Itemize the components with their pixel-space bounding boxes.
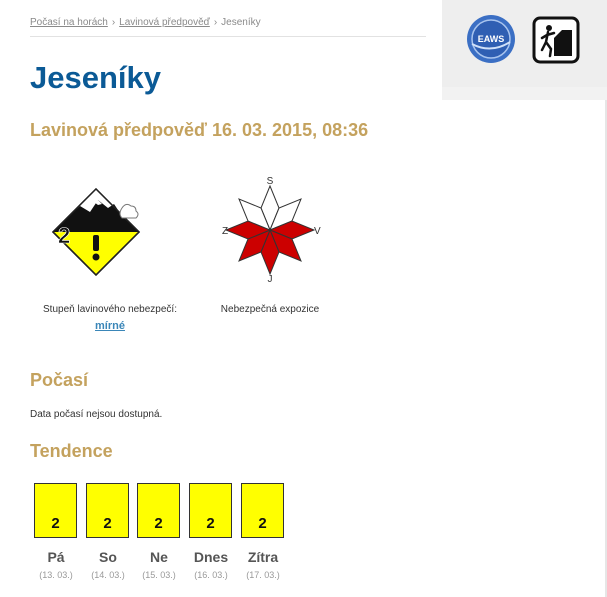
- trend-level: 2: [154, 515, 163, 532]
- danger-level-number: 2: [58, 223, 71, 248]
- trend-day-date: (17. 03.): [246, 570, 280, 580]
- climber-icon[interactable]: [532, 16, 580, 64]
- breadcrumb-current: Jeseníky: [221, 17, 261, 28]
- trend-level-box: [86, 483, 129, 538]
- trend-day-date: (16. 03.): [194, 570, 228, 580]
- trend-level: 2: [51, 515, 60, 532]
- trend-level: 2: [103, 515, 112, 532]
- trend-day-name: Ne: [150, 549, 168, 565]
- trend-heading: Tendence: [30, 441, 113, 461]
- trend-level-box: [241, 483, 284, 538]
- breadcrumb: [30, 17, 261, 28]
- aspect-rose-icon: [220, 174, 330, 282]
- trend-day: [136, 483, 182, 580]
- forecast-title: Lavinová předpověď 16. 03. 2015, 08:36: [30, 120, 369, 140]
- trend-level: 2: [206, 515, 215, 532]
- trend-day: [85, 483, 131, 580]
- danger-caption: Stupeň lavinového nebezpečí:: [43, 304, 177, 315]
- danger-level-link[interactable]: mírné: [95, 320, 125, 332]
- breadcrumb-separator: ›: [111, 17, 116, 28]
- trend-level: 2: [258, 515, 267, 532]
- aspect-label-east: V: [314, 226, 321, 237]
- weather-heading: Počasí: [30, 370, 89, 390]
- weather-text: Data počasí nejsou dostupná.: [30, 409, 163, 420]
- trend-level-box: [34, 483, 77, 538]
- trend-day-date: (14. 03.): [91, 570, 125, 580]
- aspect-label-south: J: [267, 274, 273, 282]
- trend-day-name: Dnes: [193, 549, 229, 565]
- page-title: Jeseníky: [30, 60, 161, 95]
- trend-day-name: Zítra: [247, 549, 279, 565]
- trend-level-box: [189, 483, 232, 538]
- logo-bar: [442, 0, 607, 87]
- aspect-label-west: Z: [222, 226, 229, 237]
- trend-day-name: Pá: [47, 549, 65, 565]
- trend-list: [33, 483, 293, 593]
- right-sidebar: [442, 0, 607, 597]
- breadcrumb-divider: [30, 36, 426, 37]
- trend-day-date: (15. 03.): [142, 570, 176, 580]
- sidebar-content: [442, 100, 607, 597]
- aspect-caption: Nebezpečná expozice: [220, 304, 320, 315]
- breadcrumb-link-avalanche[interactable]: Lavinová předpověď: [119, 17, 210, 28]
- eaws-logo[interactable]: [466, 14, 516, 64]
- trend-day-date: (13. 03.): [39, 570, 73, 580]
- trend-day: [33, 483, 79, 580]
- danger-level-2-icon: [50, 186, 142, 278]
- trend-day-name: So: [99, 549, 117, 565]
- breadcrumb-separator: ›: [213, 17, 218, 28]
- breadcrumb-link-weather[interactable]: Počasí na horách: [30, 17, 108, 28]
- trend-level-box: [137, 483, 180, 538]
- trend-day: [188, 483, 234, 580]
- aspect-label-north: S: [266, 176, 274, 187]
- eaws-logo-text: EAWS: [477, 34, 505, 44]
- trend-day: [240, 483, 286, 580]
